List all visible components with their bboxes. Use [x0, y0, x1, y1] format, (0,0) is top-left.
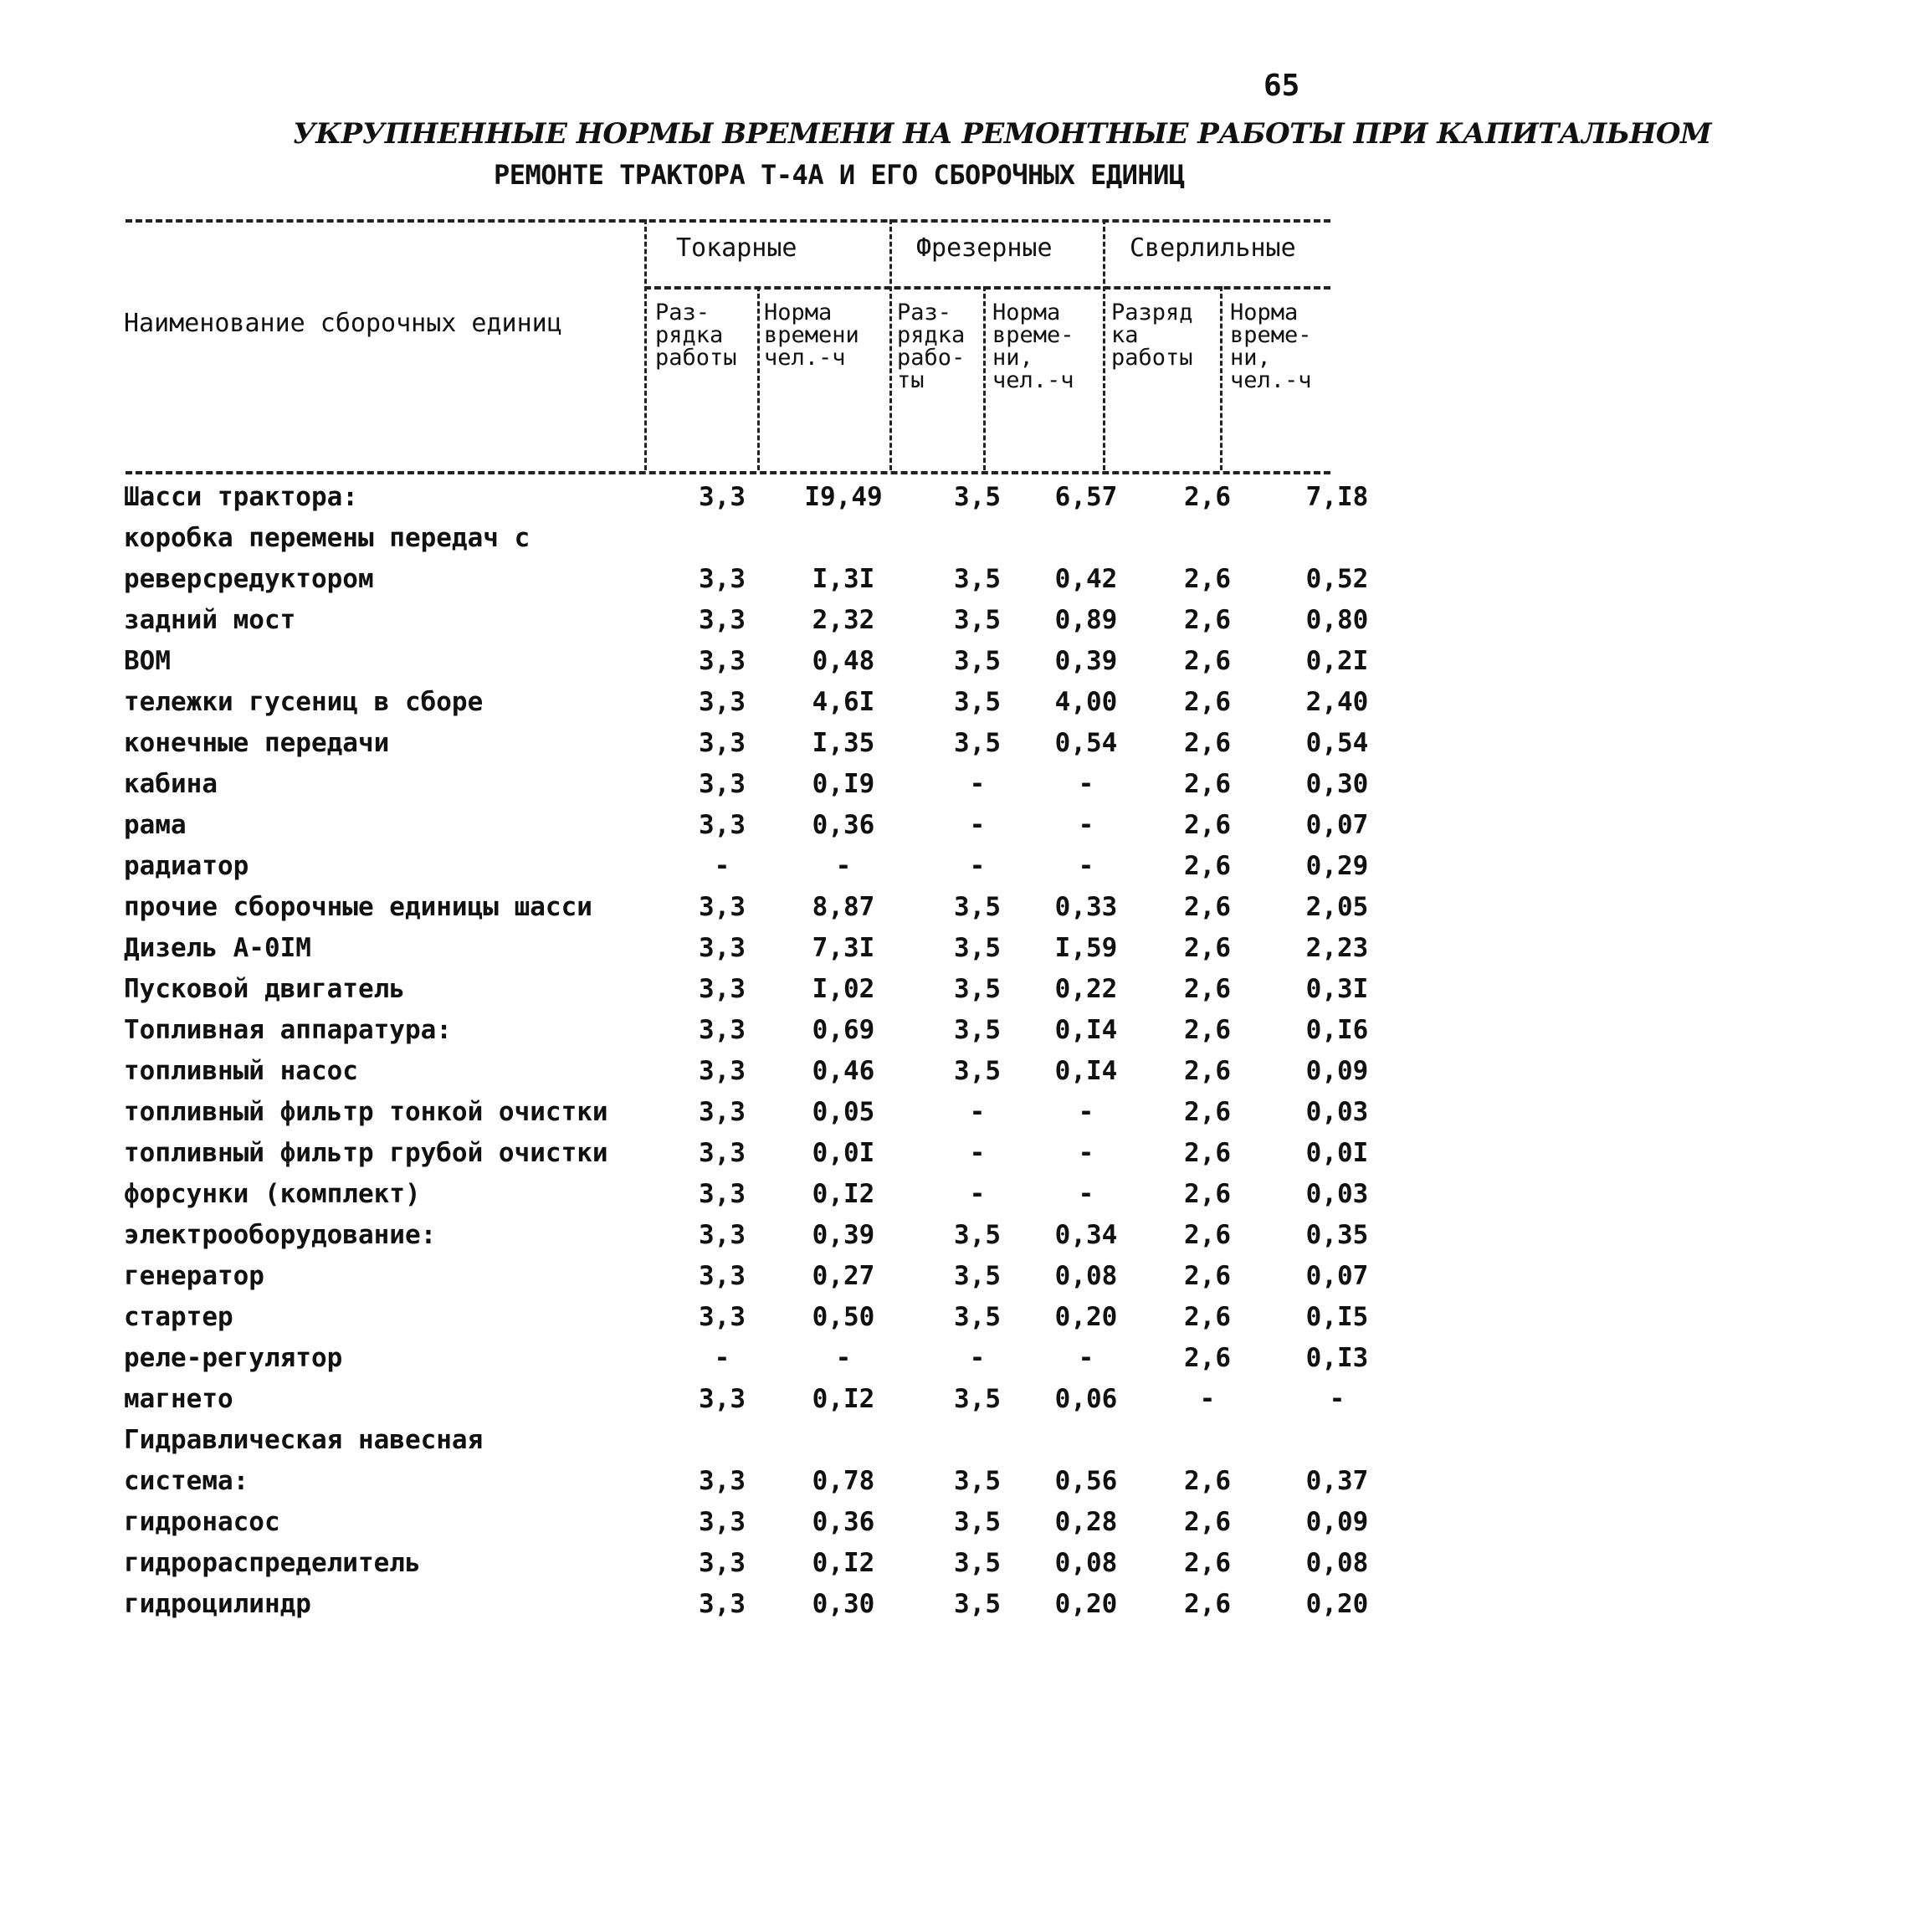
row-value-col-1: -	[714, 1343, 730, 1373]
row-value-col-6: 0,29	[1305, 851, 1369, 881]
row-value-col-5: 2,6	[1184, 1589, 1231, 1619]
row-value-col-6: 0,I6	[1305, 1015, 1369, 1045]
row-value-col-4: 4,00	[1054, 687, 1118, 717]
row-value-col-6: 2,05	[1305, 892, 1369, 922]
row-value-col-3: -	[969, 810, 986, 840]
row-name: Топливная аппаратура:	[124, 1015, 452, 1045]
row-value-col-5: 2,6	[1184, 482, 1231, 512]
row-name: Пусковой двигатель	[124, 974, 405, 1004]
row-value-col-6: 0,80	[1305, 605, 1369, 635]
row-value-col-6: 0,09	[1305, 1507, 1369, 1537]
col-divider-1	[644, 219, 647, 470]
row-value-col-3: 3,5	[954, 605, 1001, 635]
row-value-col-1: 3,3	[699, 646, 746, 676]
row-value-col-1: 3,3	[699, 1384, 746, 1414]
row-value-col-6: 0,37	[1305, 1466, 1369, 1496]
row-value-col-2: 4,6I	[812, 687, 875, 717]
row-value-col-2: 0,50	[812, 1302, 875, 1332]
header-group-drilling: Сверлильные	[1130, 233, 1296, 263]
row-value-col-5: 2,6	[1184, 687, 1231, 717]
row-value-col-1: 3,3	[699, 1220, 746, 1250]
row-value-col-3: 3,5	[954, 1220, 1001, 1250]
col-divider-6	[1220, 286, 1222, 470]
row-value-col-3: 3,5	[954, 1507, 1001, 1537]
row-value-col-3: 3,5	[954, 933, 1001, 963]
row-value-col-5: -	[1199, 1384, 1216, 1414]
row-value-col-6: 0,52	[1305, 564, 1369, 594]
row-name: радиатор	[124, 851, 249, 881]
row-name: гидроцилиндр	[124, 1589, 311, 1619]
row-name: реле-регулятор	[124, 1343, 343, 1373]
row-value-col-1: 3,3	[699, 892, 746, 922]
row-value-col-4: -	[1078, 1343, 1094, 1373]
row-value-col-5: 2,6	[1184, 769, 1231, 799]
row-value-col-1: 3,3	[699, 933, 746, 963]
row-value-col-6: 0,35	[1305, 1220, 1369, 1250]
row-value-col-1: 3,3	[699, 1589, 746, 1619]
col-divider-4	[983, 286, 986, 470]
page-number: 65	[1263, 69, 1300, 103]
row-value-col-6: 0,03	[1305, 1179, 1369, 1209]
row-value-col-2: 0,I2	[812, 1384, 875, 1414]
row-value-col-3: 3,5	[954, 1261, 1001, 1291]
header-drilling-grade: Разряд ка работы	[1111, 300, 1193, 371]
row-value-col-4: 0,39	[1054, 646, 1118, 676]
header-milling-norm: Норма време- ни, чел.-ч	[992, 300, 1074, 393]
row-value-col-4: 0,34	[1054, 1220, 1118, 1250]
row-name: стартер	[124, 1302, 233, 1332]
row-value-col-1: 3,3	[699, 769, 746, 799]
row-name: Дизель А-0IМ	[124, 933, 311, 963]
row-value-col-2: 0,I9	[812, 769, 875, 799]
row-value-col-4: -	[1078, 1179, 1094, 1209]
col-divider-5	[1103, 219, 1105, 470]
header-drilling-norm: Норма време- ни, чел.-ч	[1230, 300, 1312, 393]
row-value-col-2: 0,0I	[812, 1138, 875, 1168]
row-value-col-3: 3,5	[954, 1384, 1001, 1414]
header-milling-grade: Раз- рядка рабо- ты	[897, 300, 966, 393]
col-divider-2	[757, 286, 760, 470]
table-title-line-1: УКРУПНЕННЫЕ НОРМЫ ВРЕМЕНИ НА РЕМОНТНЫЕ РАБОТЫ ПРИ КАПИТАЛЬНОМ	[293, 117, 1712, 151]
row-value-col-2: 0,05	[812, 1097, 875, 1127]
row-value-col-1: 3,3	[699, 810, 746, 840]
row-value-col-5: 2,6	[1184, 1097, 1231, 1127]
header-top-rule	[126, 219, 1330, 223]
row-value-col-2: 0,27	[812, 1261, 875, 1291]
row-value-col-3: 3,5	[954, 482, 1001, 512]
row-value-col-5: 2,6	[1184, 728, 1231, 758]
row-value-col-4: -	[1078, 810, 1094, 840]
row-value-col-1: 3,3	[699, 687, 746, 717]
row-value-col-3: 3,5	[954, 1056, 1001, 1086]
row-value-col-2: 0,78	[812, 1466, 875, 1496]
row-name: тележки гусениц в сборе	[124, 687, 484, 717]
row-value-col-6: 0,03	[1305, 1097, 1369, 1127]
row-value-col-5: 2,6	[1184, 1261, 1231, 1291]
row-value-col-3: 3,5	[954, 1302, 1001, 1332]
row-value-col-4: 0,33	[1054, 892, 1118, 922]
row-value-col-3: 3,5	[954, 974, 1001, 1004]
row-value-col-2: 2,32	[812, 605, 875, 635]
row-name: ВОМ	[124, 646, 171, 676]
header-bottom-rule	[126, 471, 1330, 474]
row-value-col-1: 3,3	[699, 1507, 746, 1537]
row-value-col-2: 0,69	[812, 1015, 875, 1045]
row-value-col-4: 0,56	[1054, 1466, 1118, 1496]
header-group-milling: Фрезерные	[916, 233, 1053, 263]
row-value-col-6: 0,07	[1305, 1261, 1369, 1291]
row-value-col-6: 2,40	[1305, 687, 1369, 717]
row-value-col-5: 2,6	[1184, 933, 1231, 963]
row-value-col-1: 3,3	[699, 1138, 746, 1168]
row-value-col-4: 0,08	[1054, 1261, 1118, 1291]
col-divider-3	[889, 219, 892, 470]
row-value-col-2: 0,36	[812, 810, 875, 840]
row-value-col-5: 2,6	[1184, 1056, 1231, 1086]
row-value-col-4: 0,I4	[1054, 1015, 1118, 1045]
row-value-col-6: 0,20	[1305, 1589, 1369, 1619]
row-value-col-3: -	[969, 1343, 986, 1373]
row-value-col-3: 3,5	[954, 1589, 1001, 1619]
row-value-col-1: 3,3	[699, 564, 746, 594]
row-value-col-4: 0,42	[1054, 564, 1118, 594]
row-value-col-1: 3,3	[699, 1015, 746, 1045]
row-name: кабина	[124, 769, 218, 799]
row-value-col-6: 0,30	[1305, 769, 1369, 799]
row-value-col-1: 3,3	[699, 974, 746, 1004]
row-value-col-4: 0,I4	[1054, 1056, 1118, 1086]
row-value-col-5: 2,6	[1184, 646, 1231, 676]
row-value-col-6: 0,08	[1305, 1548, 1369, 1578]
row-value-col-1: 3,3	[699, 482, 746, 512]
row-name: прочие сборочные единицы шасси	[124, 892, 592, 922]
row-name: топливный насос	[124, 1056, 358, 1086]
row-value-col-4: -	[1078, 1097, 1094, 1127]
row-value-col-2: 0,I2	[812, 1179, 875, 1209]
row-value-col-1: 3,3	[699, 1548, 746, 1578]
row-name: топливный фильтр тонкой очистки	[124, 1097, 608, 1127]
row-value-col-6: 0,07	[1305, 810, 1369, 840]
row-value-col-2: I,35	[812, 728, 875, 758]
row-value-col-4: 0,54	[1054, 728, 1118, 758]
row-value-col-2: -	[835, 851, 852, 881]
row-name: магнето	[124, 1384, 233, 1414]
row-name: коробка перемены передач с	[124, 523, 531, 553]
row-value-col-2: I9,49	[804, 482, 883, 512]
row-value-col-5: 2,6	[1184, 1179, 1231, 1209]
row-value-col-1: 3,3	[699, 728, 746, 758]
row-value-col-1: 3,3	[699, 1097, 746, 1127]
row-value-col-5: 2,6	[1184, 564, 1231, 594]
row-value-col-3: -	[969, 1179, 986, 1209]
row-value-col-3: 3,5	[954, 646, 1001, 676]
row-value-col-4: 0,20	[1054, 1589, 1118, 1619]
row-name: гидронасос	[124, 1507, 280, 1537]
row-value-col-6: 0,54	[1305, 728, 1369, 758]
row-value-col-6: -	[1329, 1384, 1345, 1414]
row-value-col-2: 8,87	[812, 892, 875, 922]
row-value-col-1: 3,3	[699, 1261, 746, 1291]
row-value-col-4: 0,28	[1054, 1507, 1118, 1537]
row-name: Шасси трактора:	[124, 482, 358, 512]
row-value-col-1: 3,3	[699, 1179, 746, 1209]
row-value-col-6: 0,3I	[1305, 974, 1369, 1004]
row-name: форсунки (комплект)	[124, 1179, 421, 1209]
row-value-col-3: 3,5	[954, 1548, 1001, 1578]
row-value-col-2: 0,39	[812, 1220, 875, 1250]
row-value-col-5: 2,6	[1184, 1138, 1231, 1168]
row-value-col-3: -	[969, 769, 986, 799]
row-name: электрооборудование:	[124, 1220, 437, 1250]
row-value-col-2: 0,48	[812, 646, 875, 676]
table-title-line-2: РЕМОНТЕ ТРАКТОРА Т-4А И ЕГО СБОРОЧНЫХ ЕДИНИЦ	[494, 159, 1185, 191]
row-value-col-3: -	[969, 851, 986, 881]
row-value-col-3: -	[969, 1097, 986, 1127]
row-value-col-4: 0,06	[1054, 1384, 1118, 1414]
row-value-col-6: 0,2I	[1305, 646, 1369, 676]
header-group-rule	[644, 286, 1330, 290]
row-value-col-4: -	[1078, 851, 1094, 881]
header-name-column: Наименование сборочных единиц	[124, 309, 562, 338]
row-value-col-2: 0,I2	[812, 1548, 875, 1578]
row-value-col-5: 2,6	[1184, 1343, 1231, 1373]
row-value-col-1: 3,3	[699, 1056, 746, 1086]
row-value-col-4: I,59	[1054, 933, 1118, 963]
row-value-col-6: 0,09	[1305, 1056, 1369, 1086]
header-turning-grade: Раз- рядка работы	[655, 300, 737, 371]
row-value-col-2: 0,46	[812, 1056, 875, 1086]
row-value-col-2: 0,36	[812, 1507, 875, 1537]
row-value-col-3: 3,5	[954, 1015, 1001, 1045]
row-value-col-1: 3,3	[699, 1466, 746, 1496]
row-value-col-4: 0,20	[1054, 1302, 1118, 1332]
row-value-col-5: 2,6	[1184, 810, 1231, 840]
row-value-col-2: 7,3I	[812, 933, 875, 963]
row-value-col-4: -	[1078, 1138, 1094, 1168]
row-value-col-2: -	[835, 1343, 852, 1373]
row-value-col-6: 2,23	[1305, 933, 1369, 963]
row-value-col-4: 0,89	[1054, 605, 1118, 635]
row-value-col-5: 2,6	[1184, 1220, 1231, 1250]
row-value-col-1: 3,3	[699, 1302, 746, 1332]
row-value-col-4: 6,57	[1054, 482, 1118, 512]
row-value-col-5: 2,6	[1184, 851, 1231, 881]
row-name: топливный фильтр грубой очистки	[124, 1138, 608, 1168]
row-value-col-1: 3,3	[699, 605, 746, 635]
row-value-col-6: 0,0I	[1305, 1138, 1369, 1168]
row-value-col-5: 2,6	[1184, 974, 1231, 1004]
row-value-col-3: 3,5	[954, 687, 1001, 717]
row-value-col-3: 3,5	[954, 728, 1001, 758]
row-name: задний мост	[124, 605, 296, 635]
row-value-col-6: 0,I5	[1305, 1302, 1369, 1332]
row-value-col-6: 0,I3	[1305, 1343, 1369, 1373]
row-value-col-4: -	[1078, 769, 1094, 799]
row-value-col-2: 0,30	[812, 1589, 875, 1619]
row-value-col-5: 2,6	[1184, 1548, 1231, 1578]
row-value-col-5: 2,6	[1184, 1302, 1231, 1332]
row-value-col-1: -	[714, 851, 730, 881]
row-value-col-3: 3,5	[954, 564, 1001, 594]
row-name: конечные передачи	[124, 728, 390, 758]
row-value-col-5: 2,6	[1184, 1015, 1231, 1045]
row-value-col-5: 2,6	[1184, 892, 1231, 922]
row-value-col-4: 0,08	[1054, 1548, 1118, 1578]
row-name: Гидравлическая навесная	[124, 1425, 484, 1455]
row-name: генератор	[124, 1261, 264, 1291]
row-value-col-4: 0,22	[1054, 974, 1118, 1004]
header-group-turning: Токарные	[676, 233, 797, 263]
row-value-col-5: 2,6	[1184, 1466, 1231, 1496]
row-value-col-2: I,3I	[812, 564, 875, 594]
row-value-col-3: 3,5	[954, 1466, 1001, 1496]
row-name: реверсредуктором	[124, 564, 374, 594]
header-turning-norm: Норма времени чел.-ч	[764, 300, 859, 371]
row-value-col-2: I,02	[812, 974, 875, 1004]
row-name: рама	[124, 810, 187, 840]
row-value-col-5: 2,6	[1184, 1507, 1231, 1537]
row-name: гидрораспределитель	[124, 1548, 421, 1578]
row-name: система:	[124, 1466, 249, 1496]
row-value-col-5: 2,6	[1184, 605, 1231, 635]
row-value-col-3: -	[969, 1138, 986, 1168]
row-value-col-3: 3,5	[954, 892, 1001, 922]
row-value-col-6: 7,I8	[1305, 482, 1369, 512]
